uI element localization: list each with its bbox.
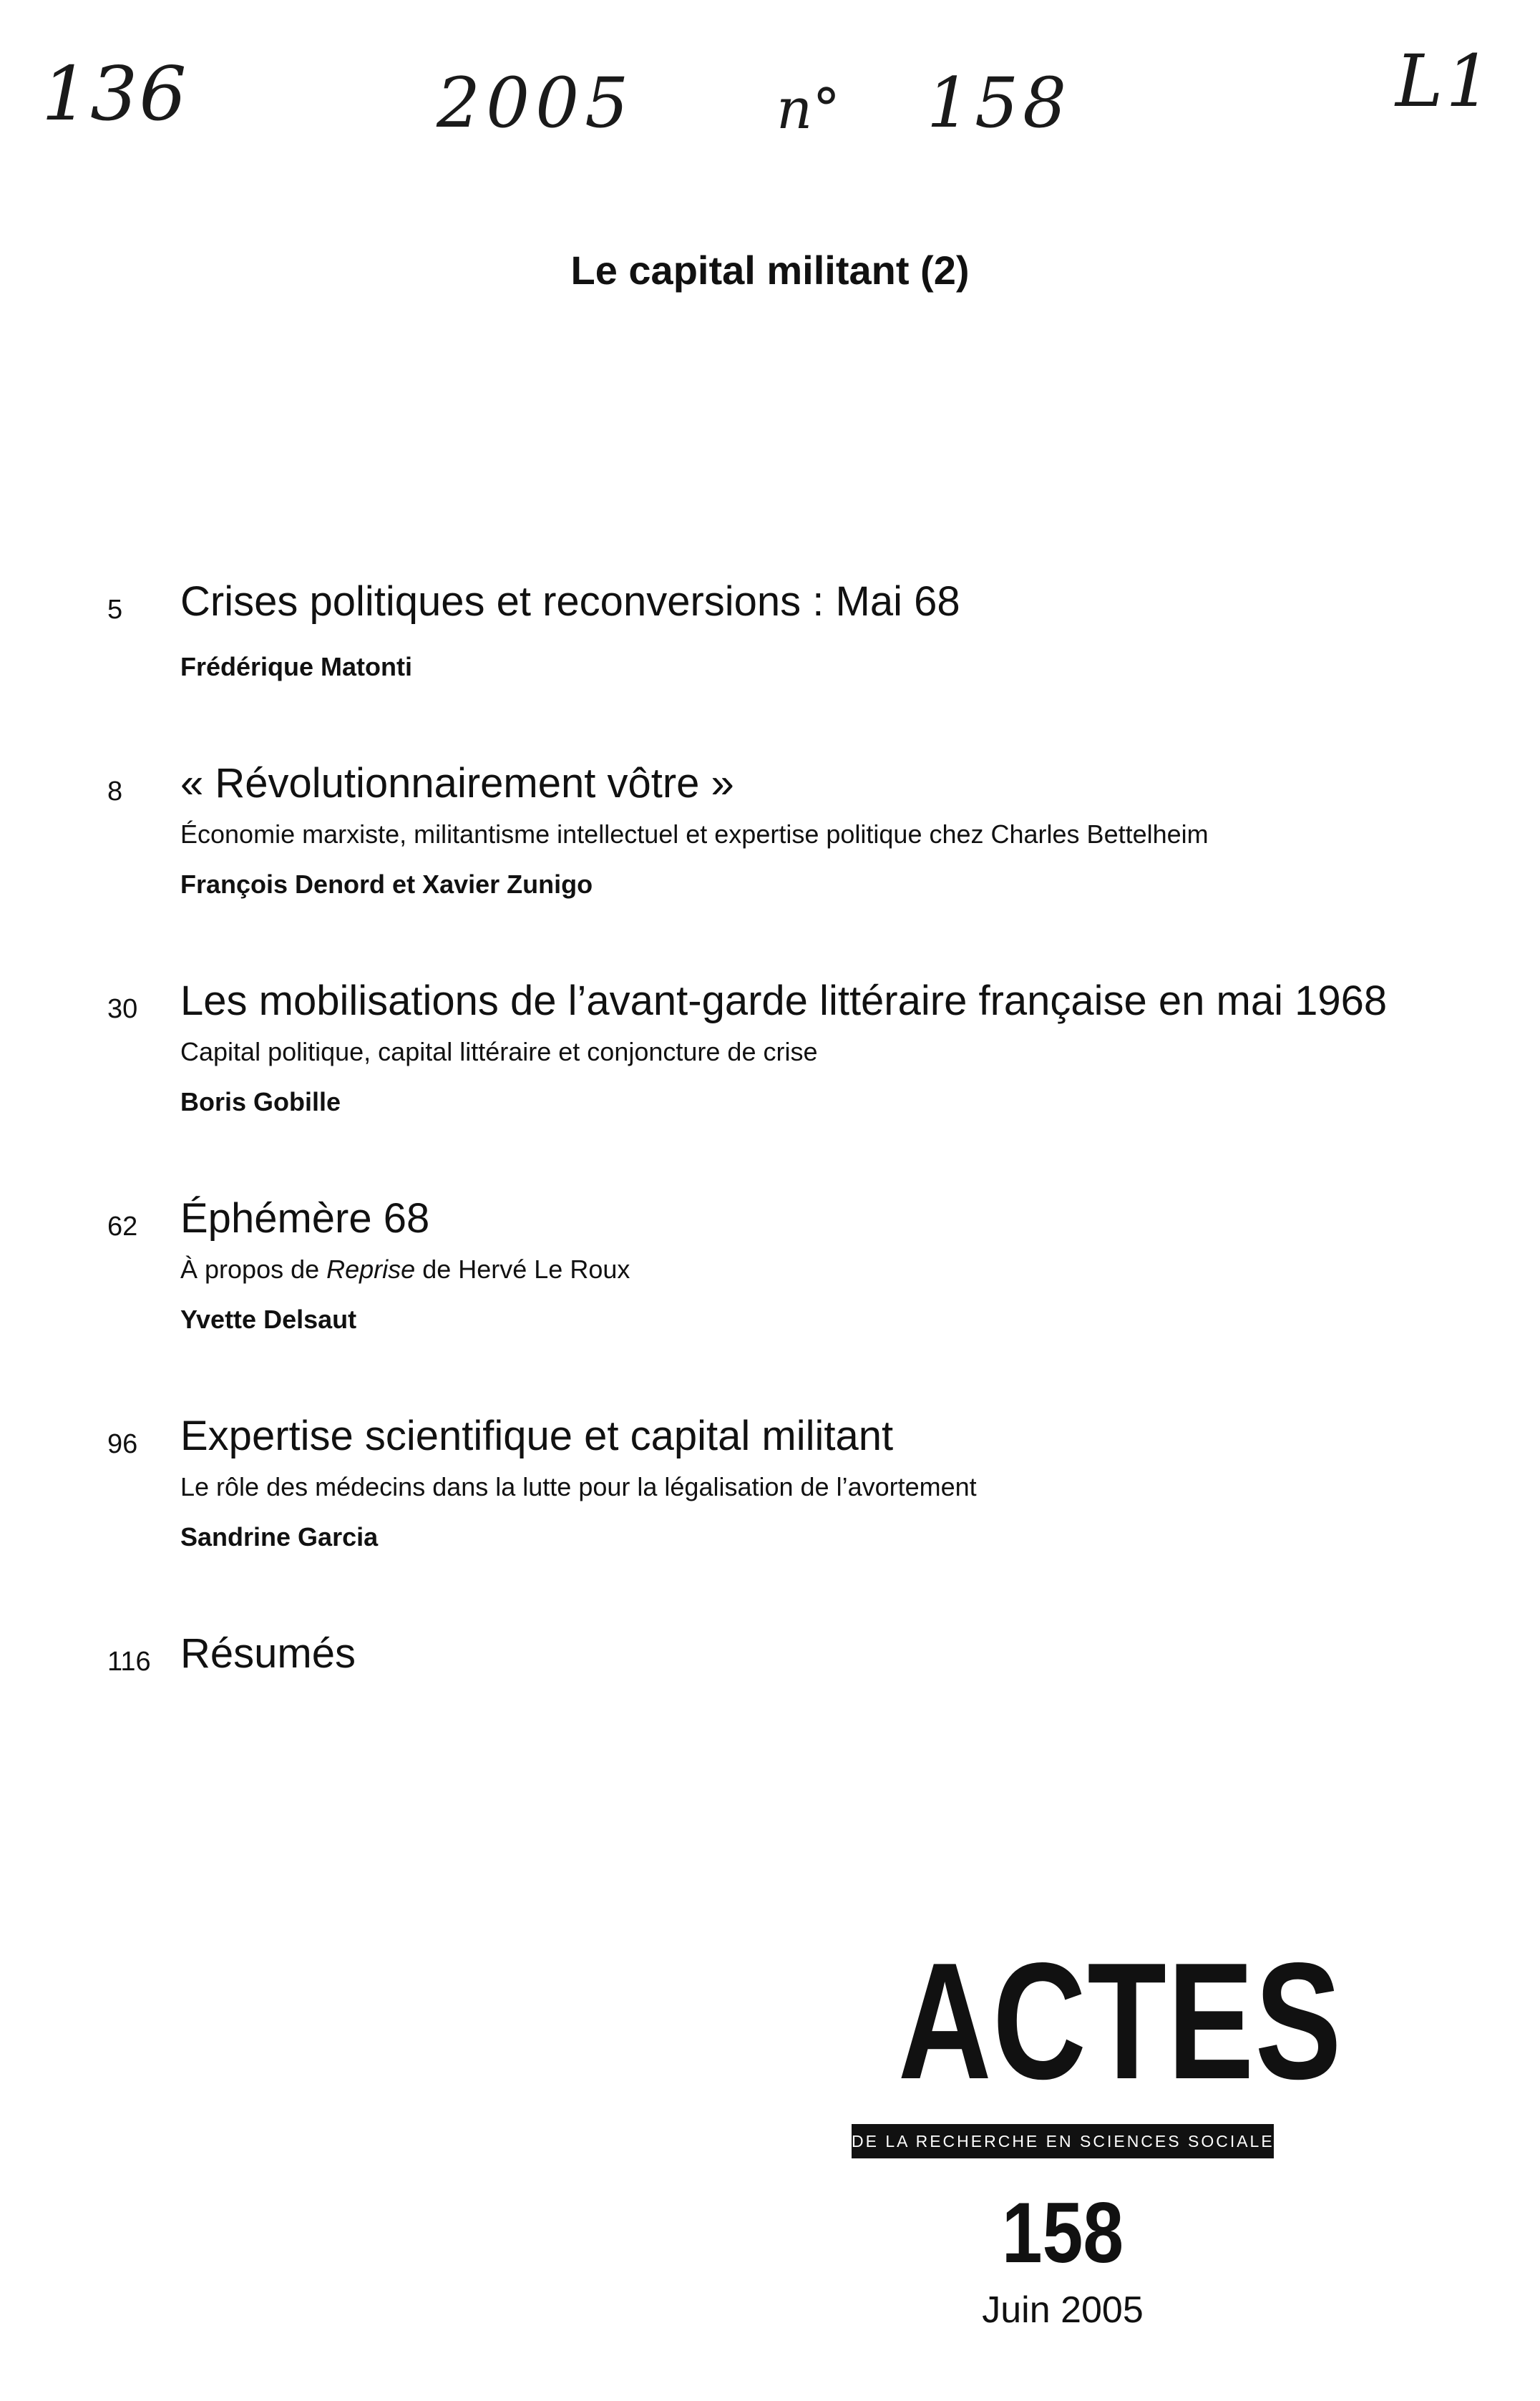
toc-entry [0,751,1540,902]
handwritten-note-year: 2005 [437,63,635,143]
toc-title: Résumés [180,1630,356,1677]
issue-date: Juin 2005 [982,2289,1144,2331]
toc-page-number: 116 [107,1647,151,1677]
toc-title: Les mobilisations de l’avant-garde littéraire française en mai 1968 [180,978,1388,1024]
toc-entry [0,1403,1540,1555]
issue-number: 158 [1001,2185,1124,2281]
toc-entry [0,1186,1540,1338]
handwritten-note-136: 136 [42,50,188,137]
toc-subtitle-suffix: de Hervé Le Roux [415,1255,630,1284]
handwritten-note-l1: L1 [1395,39,1495,123]
toc-page-number: 5 [107,595,123,625]
issue-title: Le capital militant (2) [570,248,970,293]
toc-title: Expertise scientifique et capital militant [180,1413,894,1459]
toc-page-number: 62 [107,1212,138,1242]
toc-subtitle: Le rôle des médecins dans la lutte pour la légalisation de l’avortement [180,1472,977,1501]
handwritten-note-number-abbrev: n° [776,77,841,142]
handwritten-note-issue: 158 [927,63,1071,143]
toc-author: Boris Gobille [180,1087,341,1116]
toc-subtitle-prefix: À propos de [180,1255,327,1284]
toc-author: Yvette Delsaut [180,1305,357,1334]
toc-page-number: 96 [107,1429,138,1459]
journal-subtitle-band: DE LA RECHERCHE EN SCIENCES SOCIALES [852,2124,1274,2158]
toc-title: Éphémère 68 [180,1195,430,1242]
toc-page-number: 8 [107,776,123,807]
toc-subtitle: Économie marxiste, militantisme intellectuel et expertise politique chez Charles Bettelheim [180,819,1209,849]
toc-subtitle-work-title: Reprise [326,1255,416,1284]
toc-page-number: 30 [107,994,138,1024]
toc-entry [0,1621,1540,1687]
journal-logo [852,1929,1343,2158]
toc-subtitle [180,1252,1540,1287]
toc-author: Frédérique Matonti [180,652,413,681]
toc-entry [0,569,1540,685]
toc-entry [0,968,1540,1120]
table-of-contents [0,569,1540,1753]
journal-name: ACTES [897,1929,1343,2114]
toc-author: Sandrine Garcia [180,1522,379,1552]
toc-subtitle: Capital politique, capital littéraire et conjoncture de crise [180,1037,818,1066]
toc-author: François Denord et Xavier Zunigo [180,870,593,899]
toc-title: « Révolutionnairement vôtre » [180,760,734,807]
toc-title: Crises politiques et reconversions : Mai 68 [180,578,960,625]
